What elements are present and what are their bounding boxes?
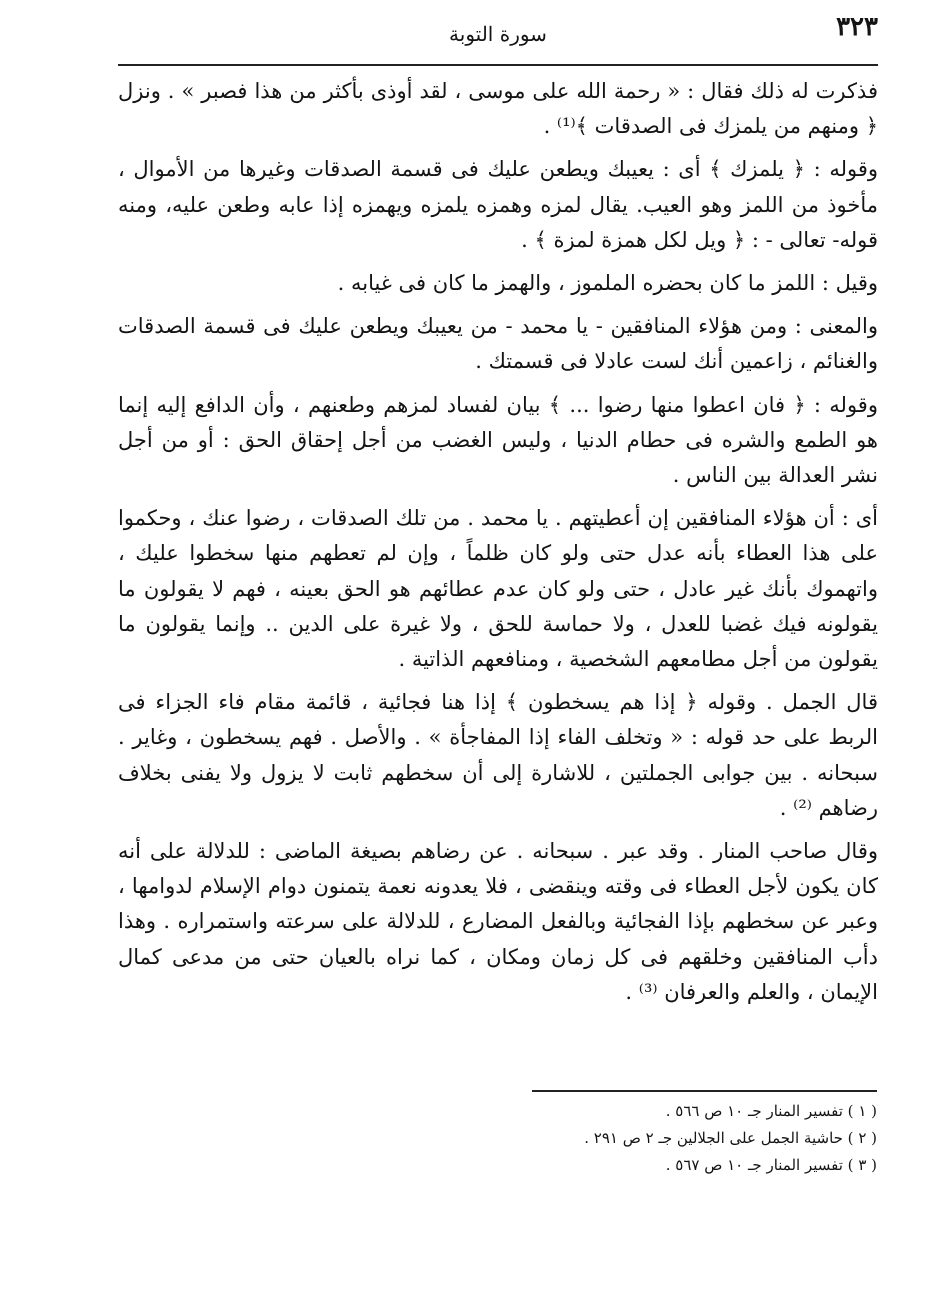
page-header [118,12,878,60]
body-text [118,74,878,1018]
footnote-divider [532,1090,877,1092]
paragraph: وقوله : ﴿ فان اعطوا منها رضوا ... ﴾ بيان لفساد لمزهم وطعنهم ، وأن الدافع إليه إنما هو الطمع والشره فى حطام الدنيا ، وليس الغضب من أجل إحقاق الحق : أو من أجل نشر العدالة بين الناس . [118,392,878,488]
paragraph: فذكرت له ذلك فقال : « رحمة الله على موسى ، لقد أوذى بأكثر من هذا فصبر » . ونزل ﴿ ومنهم من يلمزك فى الصدقات ﴾⁽¹⁾ . [118,79,878,139]
paragraph: أى : أن هؤلاء المنافقين إن أعطيتهم . يا محمد . من تلك الصدقات ، رضوا عنك ، وحكموا على هذا العطاء بأنه عدل حتى ولو كان ظلماً ، وإن لم تعطهم منها سخطوا عليك ، واتهموك بأنك غير عادل ، حتى ولو كان عدم عطائهم هو الحق بعينه ، فهم لا يقولون ما يقولونه فيك غضبا للعدل ، ولا حماسة للحق ، ولا غيرة على الدين .. وإنما يقولون ما يقولون من أجل مطامعهم الشخصية ، ومنافعهم الذاتية . [118,506,878,672]
page-number: ٣٢٣ [836,12,878,42]
footnote: ( ٣ ) تفسير المنار جـ ١٠ ص ٥٦٧ . [665,1156,877,1174]
paragraph: قال الجمل . وقوله ﴿ إذا هم يسخطون ﴾ إذا هنا فجائية ، قائمة مقام فاء الجزاء فى الربط على حد قوله : « وتخلف الفاء إذا المفاجأة » . والأصل . فهم يسخطون ، وغاير . سبحانه . بين جوابى الجملتين ، للاشارة إلى أن سخطهم ثابت لا يزول ولا يفنى بخلاف رضاهم ⁽²⁾ . [118,690,878,820]
footnotes [357,1098,877,1179]
paragraph: وقوله : ﴿ يلمزك ﴾ أى : يعيبك ويطعن عليك فى قسمة الصدقات وغيرها من الأموال ، مأخوذ من اللمز وهو العيب. يقال لمزه وهمزه يلمزه ويهمزه إذا عابه وطعن عليه، ومنه قوله- تعالى - : ﴿ ويل لكل همزة لمزة ﴾ . [118,157,878,252]
footnote: ( ٢ ) حاشية الجمل على الجلالين جـ ٢ ص ٢٩١ . [584,1129,877,1147]
running-title: سورة التوبة [449,22,547,46]
footnote: ( ١ ) تفسير المنار جـ ١٠ ص ٥٦٦ . [665,1102,877,1120]
header-divider [118,64,878,66]
paragraph: وقال صاحب المنار . وقد عبر . سبحانه . عن رضاهم بصيغة الماضى : للدلالة على أنه كان يكون لأجل العطاء فى وقته وينقضى ، فلا يعدونه نعمة يتمنون دوام الإسلام لدوامها ، وعبر عن سخطهم بإذا الفجائية وبالفعل المضارع ، للدلالة على سرعته واستمراره . وهذا دأب المنافقين وخلقهم فى كل زمان ومكان ، كما نراه بالعيان حتى من مدعى كمال الإيمان ، والعلم والعرفان ⁽³⁾ . [118,839,878,1004]
paragraph: وقيل : اللمز ما كان بحضره الملموز ، والهمز ما كان فى غيابه . [337,271,878,296]
paragraph: والمعنى : ومن هؤلاء المنافقين - يا محمد - من يعيبك ويطعن عليك فى قسمة الصدقات والغنائم ، زاعمين أنك لست عادلا فى قسمتك . [118,314,878,374]
